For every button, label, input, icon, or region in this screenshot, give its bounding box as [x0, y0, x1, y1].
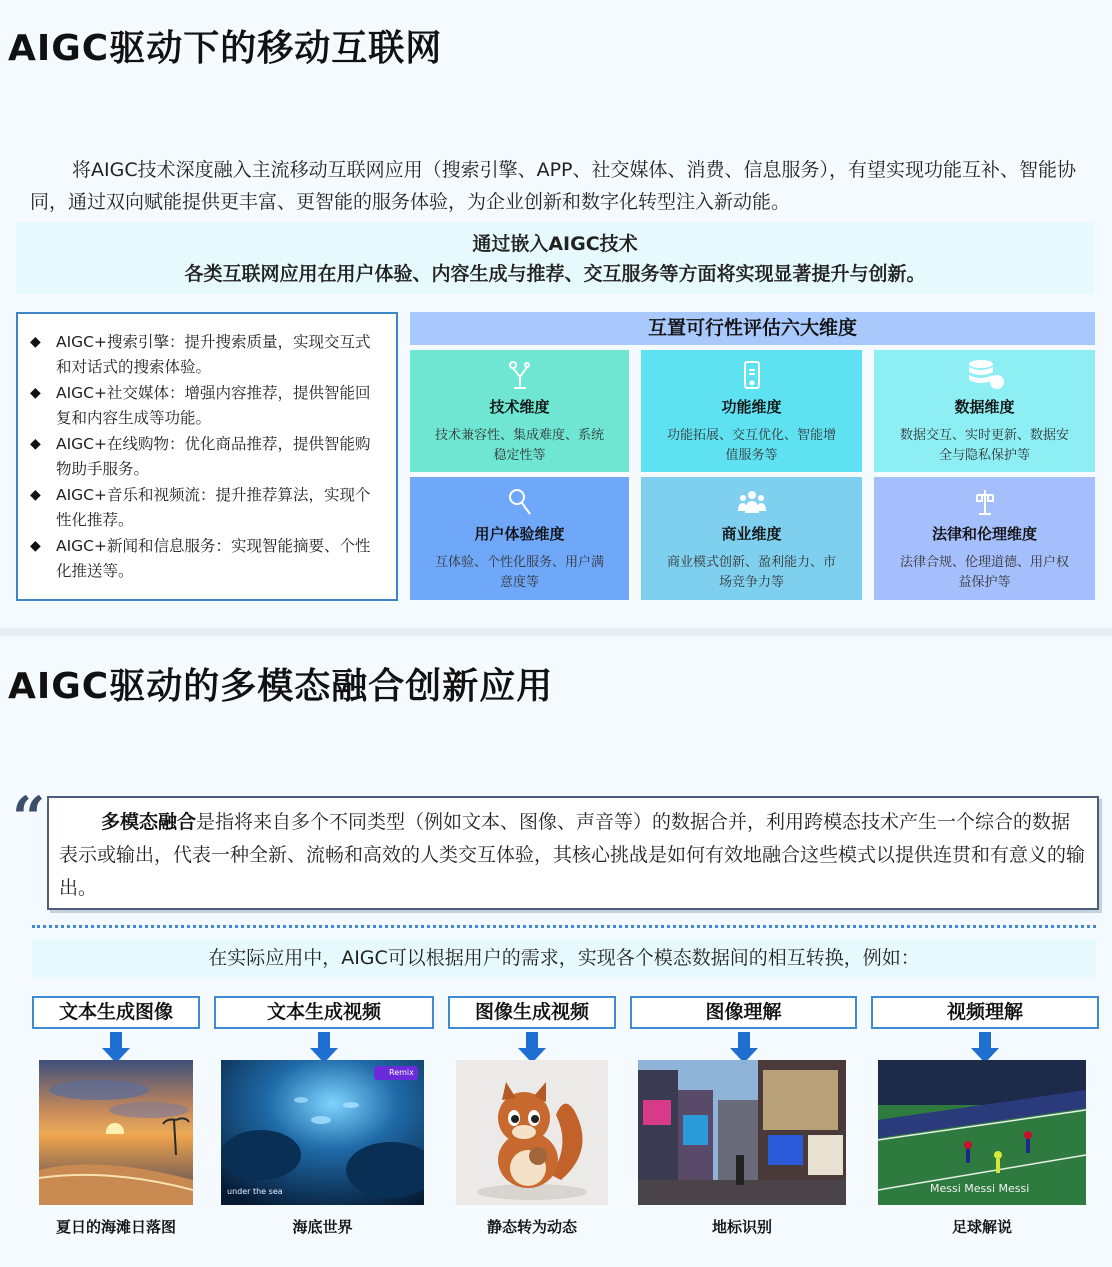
list-item: ◆ AIGC+音乐和视频流：提升推荐算法，实现个性化推荐。 [30, 483, 382, 533]
image-caption: 地标识别 [711, 1218, 772, 1236]
conversion-note: 在实际应用中，AIGC可以根据用户的需求，实现各个模态数据间的相互转换，例如： [32, 939, 1096, 977]
application-list [16, 312, 398, 601]
image-caption: 夏日的海滩日落图 [55, 1218, 176, 1236]
image-caption: 静态转为动态 [486, 1218, 577, 1236]
dimensions-header: 互置可行性评估六大维度 [410, 312, 1095, 345]
mode-label-image-understanding: 图像理解 [630, 996, 857, 1029]
dotted-separator [32, 925, 1096, 928]
diamond-bullet-icon: ◆ [30, 385, 41, 401]
quote-mark-icon: “ [12, 784, 46, 852]
list-item: ◆ AIGC+在线购物：优化商品推荐，提供智能购物助手服务。 [30, 432, 382, 482]
mode-label-video-understanding: 视频理解 [871, 996, 1099, 1029]
diamond-bullet-icon: ◆ [30, 538, 41, 554]
diamond-bullet-icon: ◆ [30, 436, 41, 452]
highlight-banner [16, 222, 1094, 294]
dimension-desc: 技术兼容性、集成难度、系统稳定性等 [434, 428, 604, 463]
slide-divider [0, 628, 1112, 636]
remix-badge: Remix [389, 1068, 414, 1077]
dimension-desc: 数据交互、实时更新、数据安全与隐私保护等 [899, 428, 1069, 463]
squirrel-character-image [456, 1060, 608, 1205]
quote-term: 多模态融合 [101, 811, 197, 833]
slide-multimodal [0, 636, 1112, 1267]
dimension-name: 功能维度 [721, 398, 782, 416]
robot-arm-icon [410, 358, 629, 392]
banner-line-2: 各类互联网应用在用户体验、内容生成与推荐、交互服务等方面将实现显著提升与创新。 [184, 263, 926, 285]
dimension-name: 商业维度 [721, 525, 782, 543]
dimension-name: 用户体验维度 [474, 525, 565, 543]
mode-label-text-to-video: 文本生成视频 [214, 996, 434, 1029]
dimension-card-data [874, 350, 1095, 472]
dimension-desc: 功能拓展、交互优化、智能增值服务等 [666, 428, 836, 463]
mode-label-image-to-video: 图像生成视频 [448, 996, 616, 1029]
dimension-card-tech [410, 350, 629, 472]
dimension-card-business [641, 477, 862, 600]
definition-quote [47, 796, 1099, 910]
quote-text: 是指将来自多个不同类型（例如文本、图像、声音等）的数据合并，利用跨模态技术产生一个综合的数据表示或输出，代表一种全新、流畅和高效的人类交互体验，其核心挑战是如何有效地融合这些模式以提供连贯和有意义的输出。 [59, 811, 1086, 899]
list-item: ◆ AIGC+社交媒体：增强内容推荐，提供智能回复和内容生成等功能。 [30, 381, 382, 431]
dimension-desc: 商业模式创新、盈利能力、市场竞争力等 [666, 555, 836, 590]
diamond-bullet-icon: ◆ [30, 487, 41, 503]
slide-title: AIGC驱动下的移动互联网 [8, 28, 443, 69]
image-caption: 足球解说 [951, 1218, 1012, 1236]
video-overlay-text: under the sea [227, 1187, 283, 1196]
landmark-times-square-image [638, 1060, 846, 1205]
dimensions-grid [410, 350, 1095, 600]
intro-paragraph: 将AIGC技术深度融入主流移动互联网应用（搜索引擎、APP、社交媒体、消费、信息服务），有望实现功能互补、智能协同，通过双向赋能提供更丰富、更智能的服务体验，为企业创新和数字化转型注入新动能。 [30, 159, 1077, 213]
dimension-desc: 法律合规、伦理道德、用户权益保护等 [899, 555, 1069, 590]
football-video-frame [878, 1060, 1086, 1205]
list-item: ◆ AIGC+新闻和信息服务：实现智能摘要、个性化推送等。 [30, 534, 382, 584]
mode-label-text-to-image: 文本生成图像 [32, 996, 200, 1029]
scales-icon [874, 485, 1095, 519]
magnifier-icon [410, 485, 629, 519]
people-icon [641, 485, 862, 519]
video-overlay-text: Messi Messi Messi [930, 1182, 1030, 1195]
list-item: ◆ AIGC+搜索引擎：提升搜索质量，实现交互式和对话式的搜索体验。 [30, 330, 382, 380]
dimension-name: 法律和伦理维度 [931, 525, 1037, 543]
banner-line-1: 通过嵌入AIGC技术 [472, 233, 638, 255]
slide-mobile-internet [0, 0, 1112, 628]
beach-sunset-image [39, 1060, 193, 1205]
dimension-card-ux [410, 477, 629, 600]
dimension-name: 技术维度 [489, 398, 550, 416]
dimension-desc: 互体验、个性化服务、用户满意度等 [434, 555, 604, 590]
underwater-video-frame [221, 1060, 424, 1205]
phone-icon [641, 358, 862, 392]
database-icon [874, 358, 1095, 392]
slide-title: AIGC驱动的多模态融合创新应用 [8, 666, 554, 707]
diamond-bullet-icon: ◆ [30, 334, 41, 350]
dimension-card-legal [874, 477, 1095, 600]
image-caption: 海底世界 [292, 1218, 353, 1236]
dimension-card-function [641, 350, 862, 472]
dimension-name: 数据维度 [954, 398, 1015, 416]
